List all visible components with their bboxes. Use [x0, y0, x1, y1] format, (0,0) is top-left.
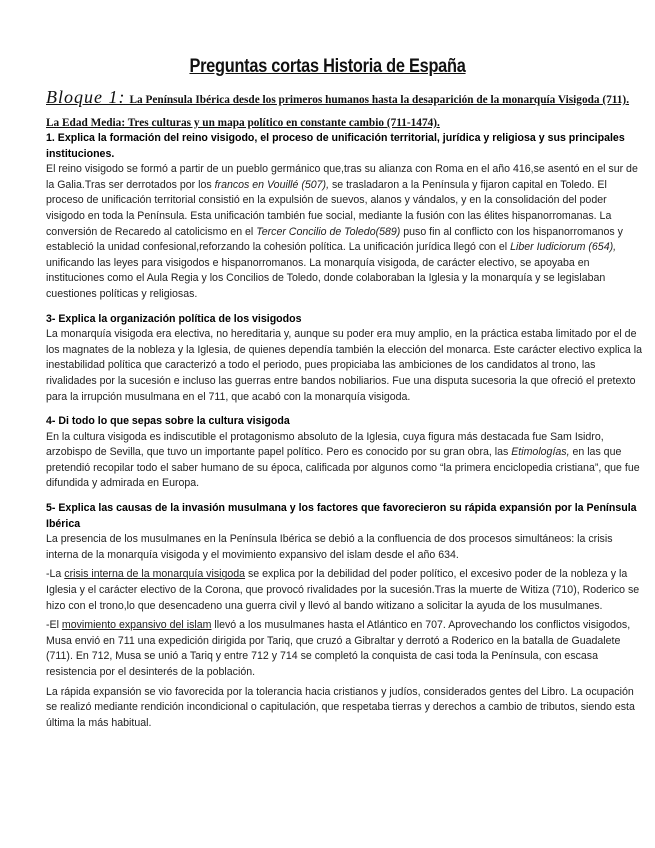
question-4 — [46, 414, 644, 492]
bloque-text: La Península Ibérica desde los primeros humanos hasta la desaparición de la monarquía Visigoda (711). La Edad Media: Tres culturas y un mapa político en constante cambio (711-1474). — [46, 94, 630, 129]
spacer — [46, 492, 644, 501]
q5-b2-pre: -El — [46, 619, 62, 632]
spacer — [46, 303, 644, 312]
bloque-heading — [46, 86, 631, 134]
question-5 — [46, 501, 644, 731]
q1-italic-3: Liber Iudiciorum (654), — [510, 241, 617, 254]
question-1-answer — [46, 162, 644, 302]
bloque-label: Bloque 1: — [46, 87, 126, 107]
q1-text-4: unificando las leyes para visigodos e hispanorromanos. La monarquía visigoda, de carácter electivo, se apoyaba en instituciones como el Aula Regia y los Concilios de Toledo, donde colaboraban la Iglesia y la monarquía y se legislaban cuestiones políticas y religiosas. — [46, 256, 606, 300]
q1-text-1: El reino visigodo se formó a partir de un pueblo germánico que,tras su alianza con Roma en el año 416,se asentó en el sur de la Galia.Tras ser derrotados por los — [46, 163, 638, 191]
question-3 — [46, 312, 644, 406]
question-3-heading: 3- Explica la organización política de los visigodos — [46, 312, 302, 325]
page-title: Preguntas cortas Historia de España — [189, 56, 466, 77]
q5-b1-post: se explica por la debilidad del poder político, el excesivo poder de la nobleza y la Iglesia y el carácter electivo de la Corona, que provocó rivalidades por la sucesión.Tras la muerte de Witiza (710), Roderico se hizo con el trono,lo que desencadeno una guerra civil y llevó al bando witizano a solicitar la ayuda de los musulmanes. — [46, 568, 640, 612]
q4-italic-1: Etimologías, — [511, 446, 570, 459]
question-1-heading: 1. Explica la formación del reino visigodo, el proceso de unificación territorial, jurídica y religiosa y sus principales instituciones. — [46, 132, 625, 160]
question-3-answer: La monarquía visigoda era electiva, no hereditaria y, aunque su poder era muy amplio, en la práctica estaba limitado por el de los magnates de la nobleza y la Iglesia, de quienes dependía también la elección del monarca. Este carácter electivo explica la inestabilidad política que caracterizó a todo el periodo, pues propiciaba las ambiciones de los candidatos al trono, las rivalidades por la sucesión e incluso las guerras entre bandos nobiliarios. Fue una disputa sucesoria la que ofreció el pretexto para la irrupción musulmana en el 711, que acabó con la monarquía visigoda. — [46, 328, 642, 403]
question-5-closing: La rápida expansión se vio favorecida por la tolerancia hacia cristianos y judíos, considerados gentes del Libro. La ocupación se realizó mediante rendición incondicional o capitulación, que respetaba tierras y derechos a cambio de tributos, siendo esta última la más habitual. — [46, 685, 635, 729]
q1-italic-2: Tercer Concilio de Toledo(589) — [256, 225, 401, 238]
q4-text-1: En la cultura visigoda es indiscutible el protagonismo absoluto de la Iglesia, cuya figura más destacada fue Sam Isidro, arzobispo de Sevilla, que tuvo un importante papel político. Pero es conocido por su gran obra, las — [46, 430, 604, 459]
question-5-point-2 — [46, 618, 644, 680]
q5-b2-underlined: movimiento expansivo del islam — [61, 619, 212, 632]
question-5-point-1 — [46, 567, 644, 614]
q5-b1-pre: -La — [46, 568, 65, 581]
question-4-heading: 4- Di todo lo que sepas sobre la cultura visigoda — [46, 415, 290, 428]
q5-b1-underlined: crisis interna de la monarquía visigoda — [64, 568, 246, 581]
q1-text-3: puso fin al conflicto con los hispanorromanos y estableció la unidad confesional,reforzando la cohesión política. La unificación jurídica llegó con el — [46, 225, 623, 254]
question-5-intro: La presencia de los musulmanes en la Península Ibérica se debió a la confluencia de dos procesos simultáneos: la crisis interna de la monarquía visigoda y el movimiento expansivo del islam desde el año 634. — [46, 533, 613, 561]
question-4-answer — [46, 430, 644, 492]
q1-italic-1: francos en Vouillé (507), — [214, 178, 330, 191]
q1-text-2: se trasladaron a la Península y fijaron capital en Toledo. El proceso de unificación territorial consistió en la expulsión de suevos, alanos y vándalos, y en la consolidación del poder visigodo en toda la Península. Esta unificación también fue social, mediante la fusión con las élites hispanorromanas. La conversión de Recaredo al catolicismo en el — [46, 178, 612, 238]
q4-text-2: en las que pretendió recopilar todo el saber humano de su época, calificada por algunos como “la primera enciclopedia cristiana”, que fue difundida y admirada en Europa. — [46, 446, 640, 490]
question-1 — [46, 131, 644, 303]
q5-b2-post: llevó a los musulmanes hasta el Atlántico en 707. Aprovechando los conflictos visigodos, Musa envió en 711 una expedición dirigida por Tariq, que cruzó a Gibraltar y derrotó a Roderico en la batalla de Guadalete (711). En 712, Musa se unió a Tariq y entre 712 y 714 se completó la conquista de casi toda la Península, con escasa resistencia por el desinterés de la población. — [46, 619, 631, 678]
document-body — [46, 131, 644, 731]
question-5-heading: 5- Explica las causas de la invasión musulmana y los factores que favorecieron su rápida expansión por la Península Ibérica — [46, 502, 637, 530]
spacer — [46, 405, 644, 414]
